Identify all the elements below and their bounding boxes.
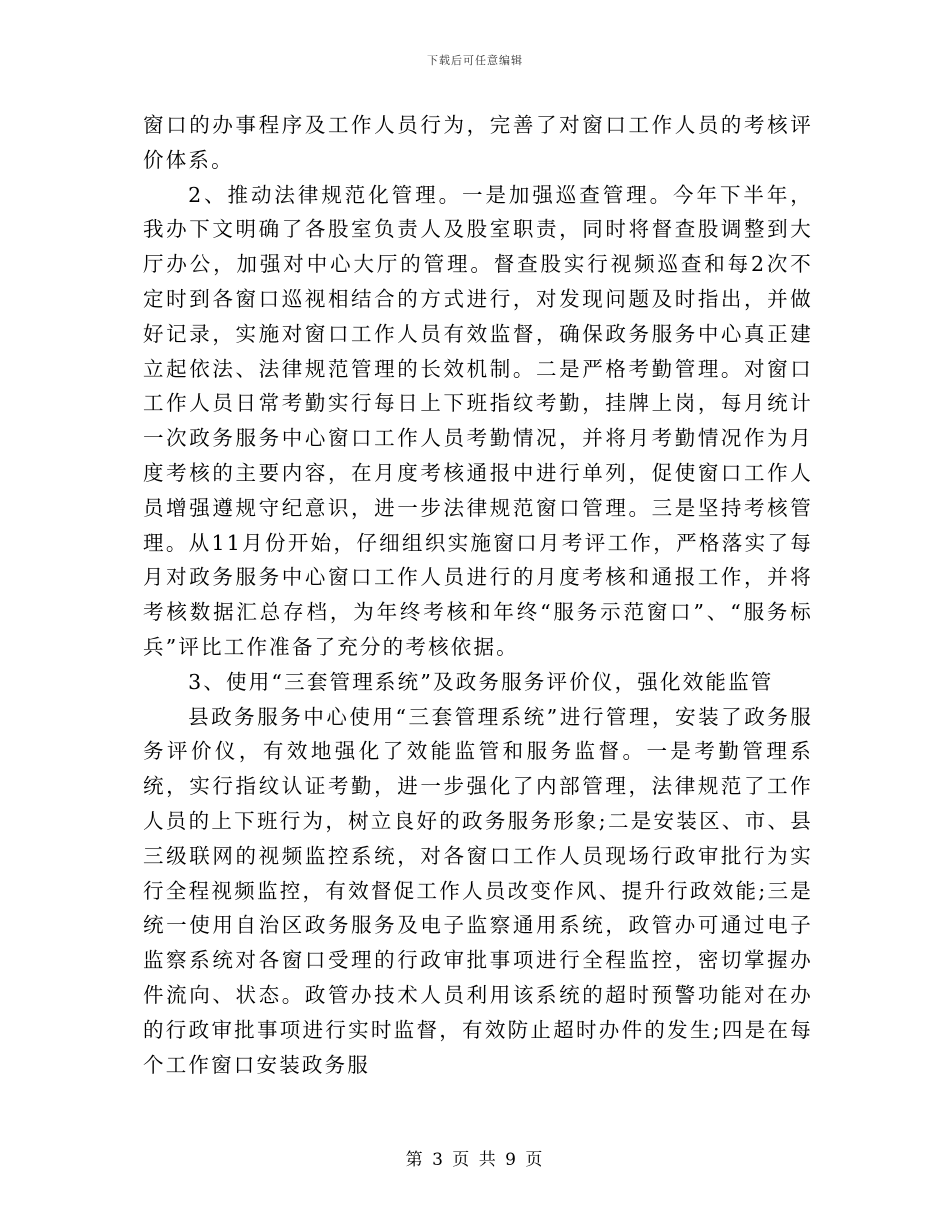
paragraph-continuation: 窗口的办事程序及工作人员行为，完善了对窗口工作人员的考核评价体系。: [143, 113, 813, 172]
paragraph-three-systems: 县政务服务中心使用“三套管理系统”进行管理，安装了政务服务评价仪，有效地强化了效能监管和服务监督。一是考勤管理系统，实行指纹认证考勤，进一步强化了内部管理，法律规范了工作人员的上下班行为，树立良好的政务服务形象;二是安装区、市、县三级联网的视频监控系统，对各窗口工作人员现场行政审批行为实行全程视频监控，有效督促工作人员改变作风、提升行政效能;三是统一使用自治区政务服务及电子监察通用系统，政管办可通过电子监察系统对各窗口受理的行政审批事项进行全程监控，密切掌握办件流向、状态。政管办技术人员利用该系统的超时预警功能对在办的行政审批事项进行实时监督，有效防止超时办件的发生;四是在每个工作窗口安装政务服: [143, 704, 813, 1077]
paragraph-legal-management: 2、推动法律规范化管理。一是加强巡查管理。今年下半年，我办下文明确了各股室负责人及股室职责，同时将督查股调整到大厅办公，加强对中心大厅的管理。督查股实行视频巡查和每2次不定时到各窗口巡视相结合的方式进行，对发现问题及时指出，并做好记录，实施对窗口工作人员有效监督，确保政务服务中心真正建立起依法、法律规范管理的长效机制。二是严格考勤管理。对窗口工作人员日常考勤实行每日上下班指纹考勤，挂牌上岗，每月统计一次政务服务中心窗口工作人员考勤情况，并将月考勤情况作为月度考核的主要内容，在月度考核通报中进行单列，促使窗口工作人员增强遵规守纪意识，进一步法律规范窗口管理。三是坚持考核管理。从11月份开始，仔细组织实施窗口月考评工作，严格落实了每月对政务服务中心窗口工作人员进行的月度考核和通报工作，并将考核数据汇总存档，为年终考核和年终“服务示范窗口”、“服务标兵”评比工作准备了充分的考核依据。: [143, 182, 813, 659]
document-body: [143, 108, 813, 1082]
page-number-footer: 第 3 页 共 9 页: [405, 1150, 545, 1170]
page-header-note: 下载后可任意编辑: [427, 54, 523, 67]
section-heading-three-systems: 3、使用“三套管理系统”及政务服务评价仪，强化效能监管: [188, 669, 774, 694]
